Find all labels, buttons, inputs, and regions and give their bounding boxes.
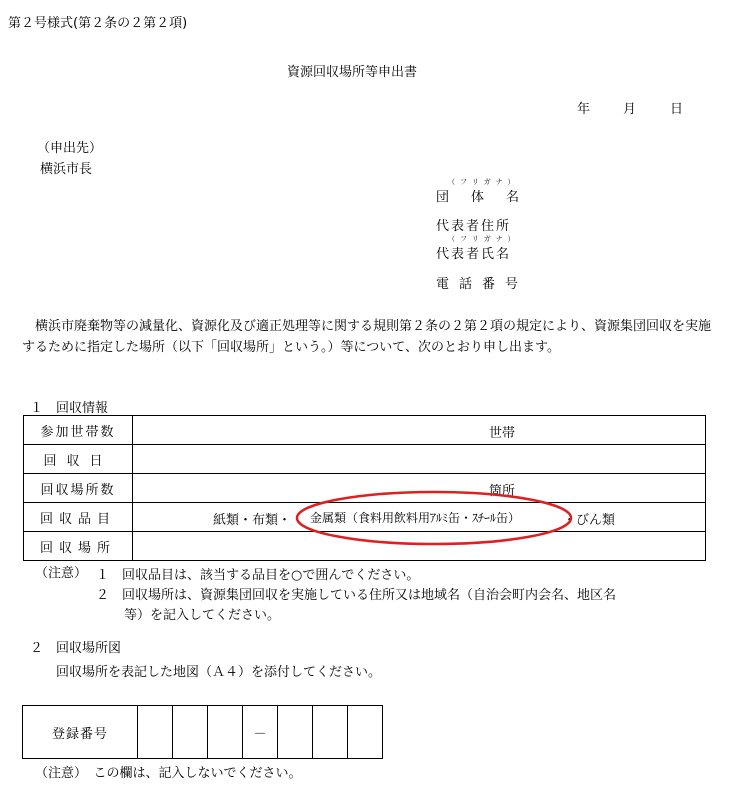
- document-title: 資源回収場所等申出書: [287, 65, 418, 80]
- addressee-label: （申出先）: [37, 141, 103, 156]
- furigana-org: （フリガナ）: [448, 178, 520, 186]
- note-2b: 等）を記入してください。: [124, 608, 281, 623]
- table-row: [24, 503, 706, 532]
- items-field[interactable]: [133, 503, 706, 532]
- collection-place-field[interactable]: [133, 532, 706, 561]
- section1-heading: １ 回収情報: [30, 401, 109, 416]
- registration-dash-cell: －: [243, 706, 278, 759]
- rep-address-label: 代表者住所: [436, 219, 512, 234]
- collection-info-table: [23, 415, 706, 561]
- table-row: [24, 445, 706, 474]
- households-unit: 世帯: [489, 426, 516, 441]
- date-year-label: 年: [577, 102, 591, 117]
- footer-note: （注意） この欄は、記入しないでください。: [35, 766, 302, 781]
- households-field[interactable]: [133, 416, 706, 445]
- table-row: [24, 474, 706, 503]
- date-day-label: 日: [670, 102, 684, 117]
- note-prefix: （注意）: [35, 566, 88, 581]
- furigana-rep: （フリガナ）: [448, 235, 520, 243]
- registration-digit-cell: [138, 706, 173, 759]
- items-label: 回収品目: [24, 503, 133, 532]
- table-row: [24, 416, 706, 445]
- registration-number-table: [22, 705, 383, 759]
- items-metal[interactable]: 金属類（食料用飲料用ｱﾙﾐ缶・ｽﾁｰﾙ缶）: [310, 511, 521, 525]
- addressee-name: 横浜市長: [40, 162, 93, 177]
- date-month-label: 月: [623, 102, 637, 117]
- phone-label: 電話番号: [436, 277, 529, 292]
- intro-paragraph: 横浜市廃棄物等の減量化、資源化及び適正処理等に関する規則第２条の２第２項の規定により、資源集団回収を実施するために指定した場所（以下「回収場所」という。）等について、次のとおり申し出ます。: [22, 319, 712, 355]
- note-2a: ２ 回収場所は、資源集団回収を実施している住所又は地域名（自治会町内会名、地区名: [96, 588, 617, 603]
- note-1: １ 回収品目は、該当する品目を○で囲んでください。: [96, 568, 420, 583]
- location-count-unit: 箇所: [489, 484, 516, 499]
- collection-day-label: 回収日: [24, 445, 133, 474]
- collection-place-label: 回収場所: [24, 532, 133, 561]
- registration-digit-cell: [208, 706, 243, 759]
- collection-day-field[interactable]: [133, 445, 706, 474]
- items-bottles[interactable]: ・びん類: [563, 513, 616, 528]
- rep-name-label: 代表者氏名: [436, 247, 512, 262]
- section2-heading: ２ 回収場所図: [30, 641, 122, 656]
- location-count-field[interactable]: [133, 474, 706, 503]
- households-label: 参加世帯数: [24, 416, 133, 445]
- items-paper-cloth[interactable]: 紙類・布類・: [213, 513, 292, 528]
- location-count-label: 回収場所数: [24, 474, 133, 503]
- registration-digit-cell: [173, 706, 208, 759]
- org-name-label: 団体名: [436, 190, 542, 205]
- form-number: 第２号様式(第２条の２第２項): [8, 16, 188, 31]
- table-row: [24, 532, 706, 561]
- registration-digit-cell: [313, 706, 348, 759]
- registration-digit-cell: [348, 706, 383, 759]
- section2-body: 回収場所を表記した地図（Ａ４）を添付してください。: [56, 665, 382, 680]
- registration-label: 登録番号: [23, 706, 138, 759]
- registration-digit-cell: [278, 706, 313, 759]
